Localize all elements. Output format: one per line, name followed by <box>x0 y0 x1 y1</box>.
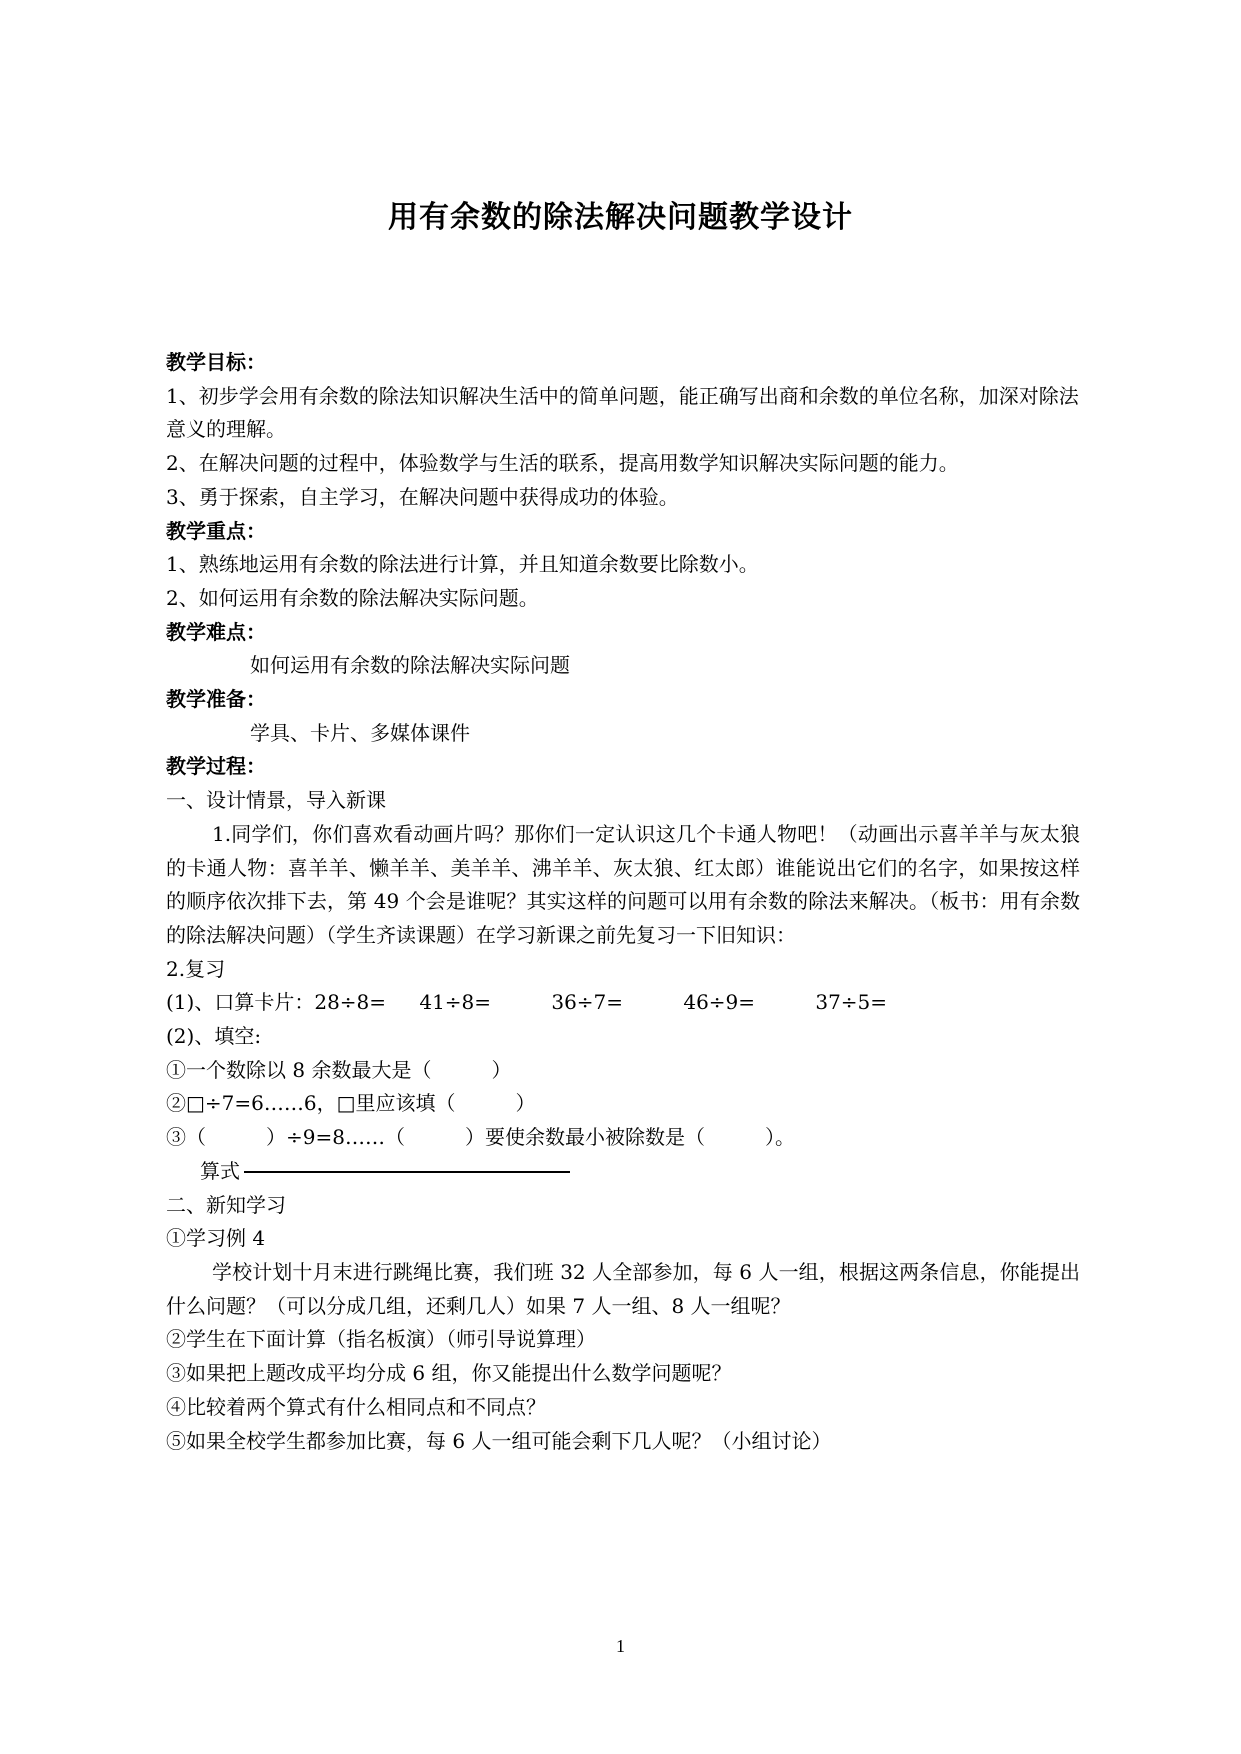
preparation-heading: 教学准备： <box>166 687 266 712</box>
goal-item: 2、在解决问题的过程中，体验数学与生活的联系，提高用数学知识解决实际问题的能力。 <box>166 451 959 476</box>
fill-item: ②□÷7=6……6，□里应该填（ ） <box>166 1091 536 1116</box>
goal-item: 1、初步学会用有余数的除法知识解决生活中的简单问题，能正确写出商和余数的单位名称，加深对除法意义的理解。 <box>166 383 1079 442</box>
review-title: 2.复习 <box>166 956 226 981</box>
difficulties-text: 如何运用有余数的除法解决实际问题 <box>250 653 570 678</box>
key-points-heading: 教学重点： <box>166 518 266 543</box>
difficulties-heading: 教学难点： <box>166 619 266 644</box>
oral-calc-row <box>166 986 1080 1020</box>
oral-calc-item: 46÷9= <box>683 990 756 1015</box>
key-point-item: 1、熟练地运用有余数的除法进行计算，并且知道余数要比除数小。 <box>166 552 759 577</box>
part1-intro: 1.同学们，你们喜欢看动画片吗？那你们一定认识这几个卡通人物吧！（动画出示喜羊羊与灰太狼的卡通人物：喜羊羊、懒羊羊、美羊羊、沸羊羊、灰太狼、红太郎）谁能说出它们的名字，如果按这样的顺序依次排下去，第 49 个会是谁呢？其实这样的问题可以用有余数的除法来解决。（板书：用有余数的除法解决问题）（学生齐读课题）在学习新课之前先复习一下旧知识： <box>166 821 1080 947</box>
formula-line <box>166 1155 1080 1189</box>
part1-title: 一、设计情景，导入新课 <box>166 788 386 813</box>
fill-title: (2)、填空: <box>166 1024 262 1049</box>
formula-label: 算式 <box>200 1158 240 1183</box>
process-heading: 教学过程： <box>166 754 266 779</box>
formula-blank-line <box>244 1171 570 1173</box>
fill-item: ①一个数除以 8 余数最大是（ ） <box>166 1057 512 1082</box>
preparation-text: 学具、卡片、多媒体课件 <box>250 720 470 745</box>
oral-calc-item: 36÷7= <box>551 990 624 1015</box>
step-item: ②学生在下面计算（指名板演）（师引导说算理） <box>166 1327 596 1352</box>
example-title: ①学习例 4 <box>166 1226 266 1251</box>
goals-heading: 教学目标： <box>166 350 266 374</box>
key-point-item: 2、如何运用有余数的除法解决实际问题。 <box>166 585 539 610</box>
oral-calc-item: 41÷8= <box>419 990 492 1015</box>
oral-calc-label: (1)、口算卡片： <box>166 990 315 1015</box>
document-body <box>166 346 1080 1458</box>
page-number: 1 <box>616 1636 625 1656</box>
oral-calc-item: 37÷5= <box>815 990 888 1015</box>
step-item: ③如果把上题改成平均分成 6 组，你又能提出什么数学问题呢？ <box>166 1361 732 1386</box>
oral-calc-item: 28÷8= <box>314 990 387 1015</box>
example-text: 学校计划十月末进行跳绳比赛，我们班 32 人全部参加，每 6 人一组，根据这两条信息，你能提出什么问题？（可以分成几组，还剩几人）如果 7 人一组、8 人一组呢？ <box>166 1259 1080 1318</box>
document-title: 用有余数的除法解决问题教学设计 <box>388 200 853 235</box>
step-item: ④比较着两个算式有什么相同点和不同点？ <box>166 1394 546 1419</box>
part2-title: 二、新知学习 <box>166 1192 286 1217</box>
fill-item: ③（ ）÷9=8……（ ）要使余数最小被除数是（ ）。 <box>166 1125 795 1150</box>
step-item: ⑤如果全校学生都参加比赛，每 6 人一组可能会剩下几人呢？（小组讨论） <box>166 1428 832 1453</box>
goal-item: 3、勇于探索，自主学习，在解决问题中获得成功的体验。 <box>166 484 679 509</box>
